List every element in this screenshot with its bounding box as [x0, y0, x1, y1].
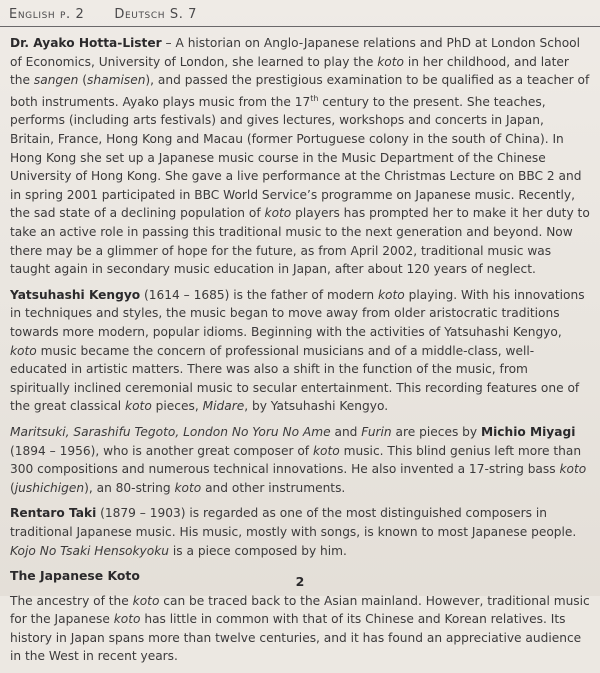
language-header: [9, 3, 600, 25]
page-number: 2: [295, 574, 305, 589]
paragraph-yatsuhashi: Yatsuhashi Kengyo (1614 – 1685) is the father of modern koto playing. With his innovations in techniques and styles, the music began to move away from older aristocratic traditions towards more modern, popular idioms. Beginning with the activities of Yatsuhashi Kengyo, koto music became the concern of professional musicians and of a middle-class, well-educated in artistic matters. There was also a shift in the function of the music, from spiritually inclined ceremonial music to secular entertainment. This recording features one of the great classical koto pieces, Midare, by Yatsuhashi Kengyo.: [10, 287, 585, 414]
bio-name: Michio Miyagi: [481, 424, 576, 439]
bio-name: Yatsuhashi Kengyo: [10, 287, 141, 302]
deutsch-page-ref: Deutsch S. 7: [114, 6, 198, 22]
paragraph-hotta-lister: Dr. Ayako Hotta-Lister – A historian on Anglo-Japanese relations and PhD at London School of Economics, University of London, she learned to play the koto in her childhood, and later the sangen (shamisen), and passed the prestigious examination to be qualified as a teacher of both instruments. Ayako plays music from the 17th century to the present. She teaches, performs (including arts festivals) and gives lectures, workshops and concerts in Japan, Britain, France, Hong Kong and Macau (former Portuguese colony in the south of China). In Hong Kong she set up a Japanese music course in the Music Department of the Chinese University of Hong Kong. She gave a live performance at the Christmas Lecture on BBC 2 and in spring 2001 participated in BBC World Service’s programme on Japanese music. Recently, the sad state of a declining population of koto players has prompted her to make it her duty to take an active role in passing this traditional music to the next generation and beyond. Now there may be a glimmer of hope for the future, as from April 2002, traditional music was taught again in secondary music education in Japan, after about 120 years of neglect.: [10, 36, 590, 277]
section-heading: The Japanese Koto: [10, 568, 140, 584]
bio-name: Rentaro Taki: [10, 506, 97, 521]
paragraph-koto: The ancestry of the koto can be traced back to the Asian mainland. However, traditional music for the Japanese koto has little in common with that of its Chinese and Korean relatives. Its history in Japan spans more than twelve centuries, and it has found an appreciative audience in the West in recent years.: [10, 593, 590, 664]
header-rule: [0, 26, 600, 27]
paragraph-miyagi: Maritsuki, Sarashifu Tegoto, London No Yoru No Ame and Furin are pieces by Michio Miyagi (1894 – 1956), who is another great composer of koto music. This blind genius left more than 300 compositions and numerous technical innovations. He also invented a 17-string bass koto (jushichigen), an 80-string koto and other instruments.: [10, 424, 587, 495]
paragraph-taki: Rentaro Taki (1879 – 1903) is regarded as one of the most distinguished composers in traditional Japanese music. His music, mostly with songs, is known to most Japanese people. Kojo No Tsaki Hensokyoku is a piece composed by him.: [10, 506, 577, 558]
bio-name: Dr. Ayako Hotta-Lister: [10, 36, 162, 50]
english-page-ref: English p. 2: [9, 6, 85, 22]
